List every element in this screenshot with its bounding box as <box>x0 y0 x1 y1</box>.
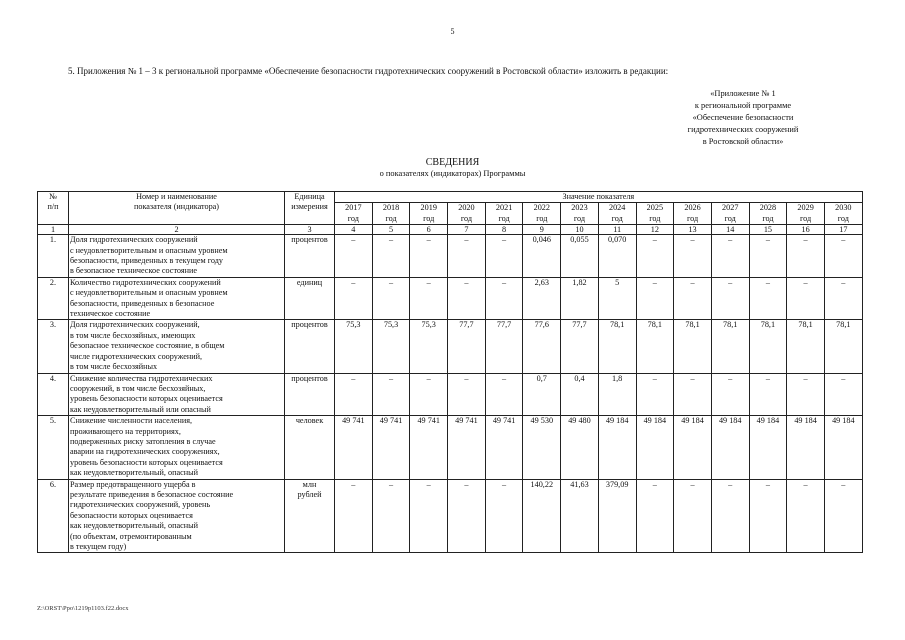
indicator-value: 49 480 <box>561 416 599 479</box>
indicator-value: – <box>636 277 674 320</box>
indicator-value: – <box>372 479 410 553</box>
indicator-name-line: с неудовлетворительным и опасным уровнем <box>70 245 228 255</box>
unit-of-measure <box>285 235 335 278</box>
indicator-name-line: в безопасное техническое состояние <box>70 266 198 276</box>
column-number: 11 <box>598 225 636 235</box>
column-number: 9 <box>523 225 561 235</box>
table-row <box>38 235 863 278</box>
indicator-name <box>69 416 285 479</box>
indicator-name-line: гидротехнических сооружений, уровень <box>70 500 211 510</box>
indicator-value: – <box>448 479 486 553</box>
year-header-line: 2020 <box>458 203 475 213</box>
column-number: 7 <box>448 225 486 235</box>
document-title <box>0 157 905 179</box>
year-header-line: год <box>686 213 699 223</box>
indicator-value: – <box>485 479 523 553</box>
indicator-value: – <box>749 479 787 553</box>
indicator-value: 77,7 <box>485 320 523 373</box>
column-numbers-row <box>38 225 863 235</box>
appendix-line: в Ростовской области» <box>702 137 784 146</box>
indicator-name-line: безопасности, приведенных в безопасное <box>70 298 215 308</box>
unit-line: рублей <box>297 489 322 499</box>
indicator-value: 2,63 <box>523 277 561 320</box>
year-header <box>824 203 862 225</box>
indicator-value: – <box>372 373 410 416</box>
header-unit-line: Единица <box>294 192 325 201</box>
header-unit <box>285 192 335 225</box>
year-header-line: год <box>347 213 359 223</box>
indicator-value: 78,1 <box>824 320 862 373</box>
page-number: 5 <box>450 27 455 36</box>
unit-of-measure <box>285 277 335 320</box>
intro-paragraph: 5. Приложения № 1 – 3 к региональной программе «Обеспечение безопасности гидротехнических сооружений в Ростовской области» изложить в редакции: <box>68 66 669 76</box>
column-number: 13 <box>674 225 712 235</box>
indicator-value: 75,3 <box>372 320 410 373</box>
year-header-line: 2026 <box>684 203 701 213</box>
row-number: 5. <box>38 416 69 479</box>
column-number: 6 <box>410 225 448 235</box>
indicator-value: – <box>485 373 523 416</box>
indicator-name-line: Доля гидротехнических сооружений, <box>70 320 200 330</box>
indicator-value: 77,7 <box>448 320 486 373</box>
unit-of-measure <box>285 373 335 416</box>
column-number: 15 <box>749 225 787 235</box>
appendix-line: «Приложение № 1 <box>710 89 776 98</box>
indicator-value: – <box>824 479 862 553</box>
year-header-line: год <box>611 213 623 223</box>
year-header-line: год <box>498 213 510 223</box>
indicator-value: – <box>787 479 825 553</box>
indicator-name-line: уровень безопасности которых оценивается <box>70 394 223 404</box>
indicator-name-line: с неудовлетворительным и опасным уровнем <box>70 288 228 298</box>
unit-line: процентов <box>291 235 328 245</box>
indicator-name-line: в том числе бесхозяйных <box>70 362 158 372</box>
indicator-name-line: безопасности, приведенных в текущем году <box>70 256 224 266</box>
indicator-value: – <box>636 479 674 553</box>
indicator-value: – <box>787 373 825 416</box>
year-header-line: год <box>724 213 736 223</box>
unit-line: млн <box>302 479 317 489</box>
indicator-name-line: Доля гидротехнических сооружений <box>70 235 198 245</box>
indicator-value: – <box>448 373 486 416</box>
indicator-name-line: (по объектам, отремонтированным <box>70 531 192 541</box>
indicator-value: 41,63 <box>561 479 599 553</box>
header-no-line: № <box>49 192 57 201</box>
indicator-name-line: Размер предотвращенного ущерба в <box>70 479 196 489</box>
table-row <box>38 479 863 553</box>
header-name <box>69 192 285 225</box>
indicator-value: 49 184 <box>824 416 862 479</box>
unit-of-measure <box>285 416 335 479</box>
indicator-name-line: подверженных риску затопления в случае <box>70 436 216 446</box>
indicator-name-line: безопасное техническое состояние, в общем <box>70 341 225 351</box>
row-number: 4. <box>38 373 69 416</box>
indicator-name <box>69 277 285 320</box>
year-header-line: год <box>536 213 548 223</box>
year-header-line: год <box>649 213 661 223</box>
indicator-value: – <box>636 235 674 278</box>
indicator-name-line: техническое состояние <box>70 309 151 319</box>
indicator-name-line: безопасности которых оценивается <box>70 510 193 520</box>
indicator-value: – <box>674 479 712 553</box>
year-header <box>448 203 486 225</box>
indicator-value: 78,1 <box>711 320 749 373</box>
unit-line: процентов <box>291 373 328 383</box>
year-header <box>335 203 373 225</box>
indicator-value: – <box>674 277 712 320</box>
indicator-name-line: уровень безопасности которых оценивается <box>70 457 223 467</box>
indicator-name-line: Снижение численности населения, <box>70 416 193 426</box>
indicator-value: 49 741 <box>335 416 373 479</box>
indicator-name-line: в текущем году) <box>70 542 127 551</box>
row-number: 6. <box>38 479 69 553</box>
year-header <box>711 203 749 225</box>
row-number: 1. <box>38 235 69 278</box>
indicator-value: – <box>335 373 373 416</box>
indicator-value: 78,1 <box>787 320 825 373</box>
indicator-value: 78,1 <box>674 320 712 373</box>
header-no-line: п/п <box>47 202 59 212</box>
indicator-value: – <box>787 277 825 320</box>
indicator-value: – <box>824 277 862 320</box>
column-number: 12 <box>636 225 674 235</box>
header-name-line: Номер и наименование <box>136 192 217 201</box>
column-number: 2 <box>69 225 285 235</box>
indicator-name-line: Количество гидротехнических сооружений <box>70 277 221 287</box>
column-number: 16 <box>787 225 825 235</box>
indicators-table <box>37 191 863 553</box>
indicator-value: 49 741 <box>485 416 523 479</box>
unit-of-measure <box>285 479 335 553</box>
column-number: 10 <box>561 225 599 235</box>
year-header-line: 2024 <box>608 203 626 213</box>
year-header-line: 2019 <box>420 203 437 213</box>
indicator-value: – <box>824 373 862 416</box>
year-header-line: год <box>800 213 812 223</box>
indicator-value: 0,055 <box>561 235 599 278</box>
indicator-value: – <box>335 235 373 278</box>
indicator-value: 140,22 <box>523 479 561 553</box>
indicator-value: – <box>749 277 787 320</box>
indicator-value: – <box>372 235 410 278</box>
indicator-name-line: аварии на гидротехнических сооружениях, <box>70 447 220 457</box>
indicator-name-line: числе гидротехнических сооружений, <box>70 351 203 361</box>
indicator-value: 49 184 <box>674 416 712 479</box>
indicator-value: – <box>824 235 862 278</box>
file-path-footer: Z:\ORST\Ppo\1219p1103.f22.docx <box>37 605 129 612</box>
indicator-value: 0,7 <box>523 373 561 416</box>
year-header <box>372 203 410 225</box>
indicator-value: 49 530 <box>523 416 561 479</box>
column-number: 5 <box>372 225 410 235</box>
indicator-value: – <box>674 235 712 278</box>
indicator-value: 75,3 <box>335 320 373 373</box>
year-header-line: 2029 <box>797 203 814 213</box>
indicator-value: 1,8 <box>598 373 636 416</box>
indicator-value: 75,3 <box>410 320 448 373</box>
row-number: 2. <box>38 277 69 320</box>
indicator-value: 0,4 <box>561 373 599 416</box>
indicator-value: – <box>711 235 749 278</box>
year-header-line: год <box>762 213 774 223</box>
indicator-value: – <box>410 235 448 278</box>
indicator-value: 49 741 <box>372 416 410 479</box>
indicator-value: – <box>485 235 523 278</box>
year-header-line: 2023 <box>571 203 588 213</box>
indicator-name-line: как неудовлетворительный или опасный <box>70 404 211 414</box>
indicator-value: 49 741 <box>410 416 448 479</box>
indicator-value: 0,070 <box>598 235 636 278</box>
indicator-value: – <box>410 373 448 416</box>
header-values: Значение показателя <box>335 192 863 203</box>
indicator-name-line: Снижение количества гидротехнических <box>70 373 213 383</box>
indicator-value: 379,09 <box>598 479 636 553</box>
indicator-value: 78,1 <box>749 320 787 373</box>
indicator-name-line: результате приведения в безопасное состояние <box>70 489 234 499</box>
indicator-value: – <box>448 277 486 320</box>
subtitle-text: о показателях (индикаторах) Программы <box>379 169 526 178</box>
year-header-line: 2030 <box>835 203 852 213</box>
table-row <box>38 277 863 320</box>
table-row <box>38 320 863 373</box>
indicator-name <box>69 320 285 373</box>
year-header-line: 2018 <box>382 203 400 213</box>
indicator-value: 49 184 <box>598 416 636 479</box>
indicator-value: 0,046 <box>523 235 561 278</box>
year-header <box>485 203 523 225</box>
header-unit-line: измерения <box>291 202 328 212</box>
indicator-value: 78,1 <box>636 320 674 373</box>
year-header <box>749 203 787 225</box>
indicator-value: – <box>335 479 373 553</box>
appendix-line: к региональной программе <box>694 101 792 110</box>
indicator-name <box>69 373 285 416</box>
column-number: 8 <box>485 225 523 235</box>
indicator-value: – <box>711 479 749 553</box>
year-header <box>598 203 636 225</box>
indicator-value: 77,6 <box>523 320 561 373</box>
table-row <box>38 373 863 416</box>
unit-of-measure <box>285 320 335 373</box>
year-header-line: год <box>423 213 435 223</box>
indicator-name <box>69 479 285 553</box>
indicator-value: – <box>674 373 712 416</box>
year-header-line: год <box>385 213 397 223</box>
year-header-line: 2027 <box>722 203 739 213</box>
column-number: 14 <box>711 225 749 235</box>
table-body <box>38 235 863 553</box>
indicator-name-line: в том числе бесхозяйных, имеющих <box>70 330 196 340</box>
column-number: 4 <box>335 225 373 235</box>
indicator-value: – <box>711 373 749 416</box>
indicator-value: – <box>636 373 674 416</box>
indicator-value: 5 <box>598 277 636 320</box>
year-header-line: 2017 <box>345 203 362 213</box>
indicator-name-line: как неудовлетворительный, опасный <box>70 468 198 478</box>
indicator-name <box>69 235 285 278</box>
indicator-value: 1,82 <box>561 277 599 320</box>
appendix-line: «Обеспечение безопасности <box>692 113 794 122</box>
year-header <box>561 203 599 225</box>
appendix-heading <box>658 88 828 148</box>
year-header-line: год <box>460 213 472 223</box>
indicator-value: 77,7 <box>561 320 599 373</box>
appendix-line: гидротехнических сооружений <box>687 125 799 134</box>
year-header <box>410 203 448 225</box>
year-header-line: 2022 <box>533 203 550 213</box>
indicator-value: 49 184 <box>636 416 674 479</box>
year-header <box>636 203 674 225</box>
column-number: 17 <box>824 225 862 235</box>
row-number: 3. <box>38 320 69 373</box>
indicator-value: – <box>410 277 448 320</box>
indicator-value: – <box>485 277 523 320</box>
indicator-value: – <box>711 277 749 320</box>
indicator-name-line: как неудовлетворительный, опасный <box>70 521 198 531</box>
indicator-value: – <box>372 277 410 320</box>
indicator-value: – <box>410 479 448 553</box>
year-header-line: 2021 <box>495 203 513 213</box>
unit-line: человек <box>295 416 324 426</box>
indicator-value: – <box>749 235 787 278</box>
indicator-value: 78,1 <box>598 320 636 373</box>
column-number: 1 <box>38 225 69 235</box>
column-number: 3 <box>285 225 335 235</box>
indicator-value: – <box>787 235 825 278</box>
header-name-line: показателя (индикатора) <box>133 202 220 212</box>
indicator-name-line: проживающего на территориях, <box>70 426 181 436</box>
table-row <box>38 416 863 479</box>
indicator-value: – <box>448 235 486 278</box>
indicator-value: 49 741 <box>448 416 486 479</box>
year-header <box>523 203 561 225</box>
year-header <box>674 203 712 225</box>
unit-line: единиц <box>296 277 323 287</box>
header-no <box>38 192 69 225</box>
year-header <box>787 203 825 225</box>
year-header-line: год <box>837 213 849 223</box>
year-header-line: 2028 <box>759 203 777 213</box>
indicator-value: – <box>749 373 787 416</box>
year-header-line: 2025 <box>646 203 664 213</box>
header-row <box>38 192 863 203</box>
unit-line: процентов <box>291 320 328 330</box>
indicator-value: 49 184 <box>711 416 749 479</box>
indicator-value: 49 184 <box>749 416 787 479</box>
year-header-line: год <box>573 213 586 223</box>
indicator-name-line: сооружений, в том числе бесхозяйных, <box>70 383 206 393</box>
indicator-value: – <box>335 277 373 320</box>
title-text: СВЕДЕНИЯ <box>425 157 480 168</box>
indicator-value: 49 184 <box>787 416 825 479</box>
